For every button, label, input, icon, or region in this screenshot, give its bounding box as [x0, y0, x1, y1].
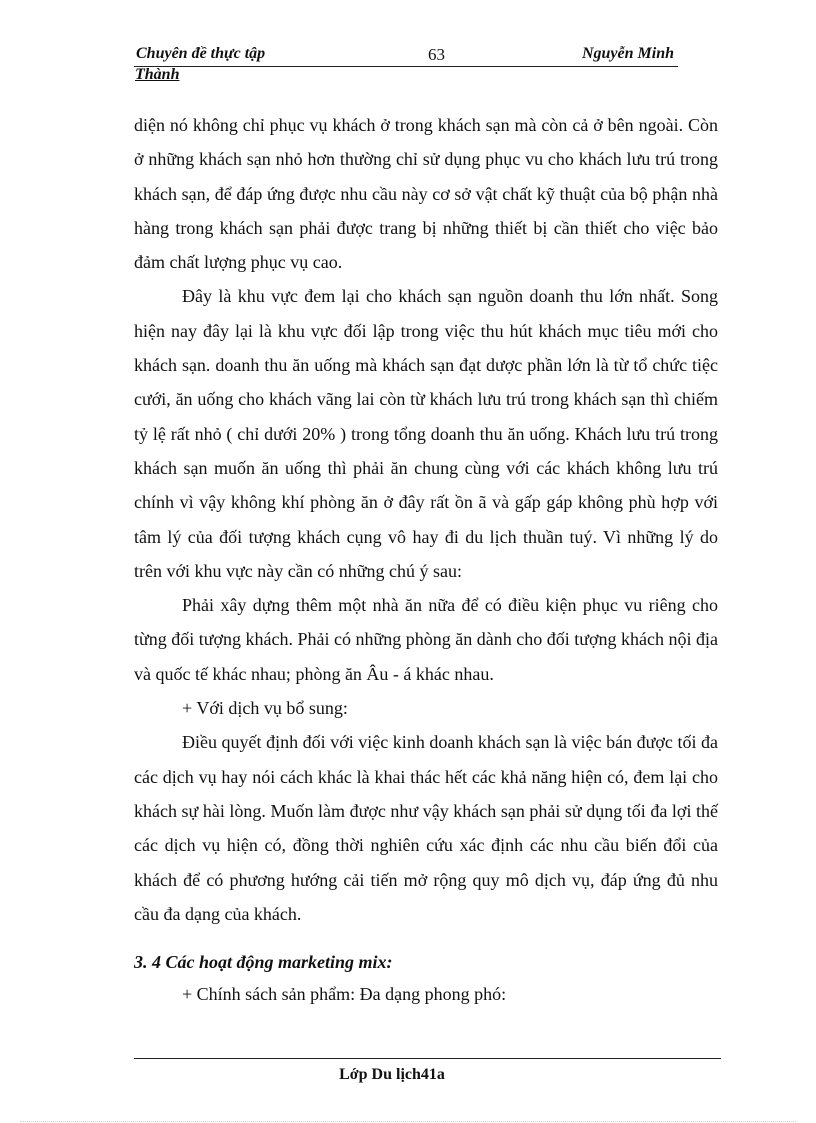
page-number: 63 [428, 45, 445, 64]
section-list-item: + Chính sách sản phẩm: Đa dạng phong phó: [182, 984, 507, 1004]
section-heading: 3. 4 Các hoạt động marketing mix: [134, 952, 393, 972]
paragraph: Điều quyết định đối với việc kinh doanh khách sạn là việc bán được tối đa các dịch vụ hay nói cách khác là khai thác hết các khả năng hiện có, đem lại cho khách sự hài lòng. Muốn làm được như vậy khách sạn phải sử dụng tối đa lợi thế các dịch vụ hiện có, đồng thời nghiên cứu xác định các nhu cầu biến đổi của khách để có phương hướng cải tiến mở rộng quy mô dịch vụ, đáp ứng đủ nhu cầu đa dạng của khách. [134, 732, 718, 924]
list-item: + Với dịch vụ bổ sung: [182, 698, 348, 719]
page-footer [0, 1066, 816, 1084]
header-title: Chuyên đề thực tập [136, 45, 266, 62]
page-header [134, 44, 678, 67]
body-text [134, 108, 718, 931]
header-author-continuation: Thành [135, 66, 180, 83]
header-author: Nguyễn Minh [581, 45, 674, 62]
page-edge-divider [20, 1121, 796, 1122]
paragraph: Đây là khu vực đem lại cho khách sạn nguồn doanh thu lớn nhất. Song hiện nay đây lại là khu vực đối lập trong việc thu hút khách mục tiêu mới cho khách sạn. doanh thu ăn uống mà khách sạn đạt dược phần lớn là từ tổ chức tiệc cưới, ăn uống cho khách vãng lai còn từ khách lưu trú trong khách sạn thì chiếm tỷ lệ rất nhỏ ( chỉ dưới 20% ) trong tổng doanh thu ăn uống. Khách lưu trú trong khách sạn muốn ăn uống thì phải ăn chung cùng với các khách không lưu trú chính vì vậy không khí phòng ăn ở đây rất ồn ã và gấp gáp không phù hợp với tâm lý của đối tượng khách cụng vô hay đi du lịch thuần tuý. Vì những lý do trên với khu vực này cần có những chú ý sau: [134, 286, 718, 581]
footer-text: Lớp Du lịch41a [339, 1066, 445, 1083]
paragraph: Phải xây dựng thêm một nhà ăn nữa để có điều kiện phục vu riêng cho từng đối tượng khách. Phải có những phòng ăn dành cho đối tượng khách nội địa và quốc tế khác nhau; phòng ăn Âu - á khác nhau. [134, 595, 718, 684]
footer-divider [134, 1058, 721, 1059]
paragraph: diện nó không chỉ phục vụ khách ở trong khách sạn mà còn cả ở bên ngoài. Còn ở những khách sạn nhỏ hơn thường chỉ sử dụng phục vu cho khách lưu trú trong khách sạn, để đáp ứng được nhu cầu này cơ sở vật chất kỹ thuật của bộ phận nhà hàng trong khách sạn phải được trang bị những thiết bị cần thiết cho việc bảo đảm chất lượng phục vụ cao. [134, 115, 718, 273]
